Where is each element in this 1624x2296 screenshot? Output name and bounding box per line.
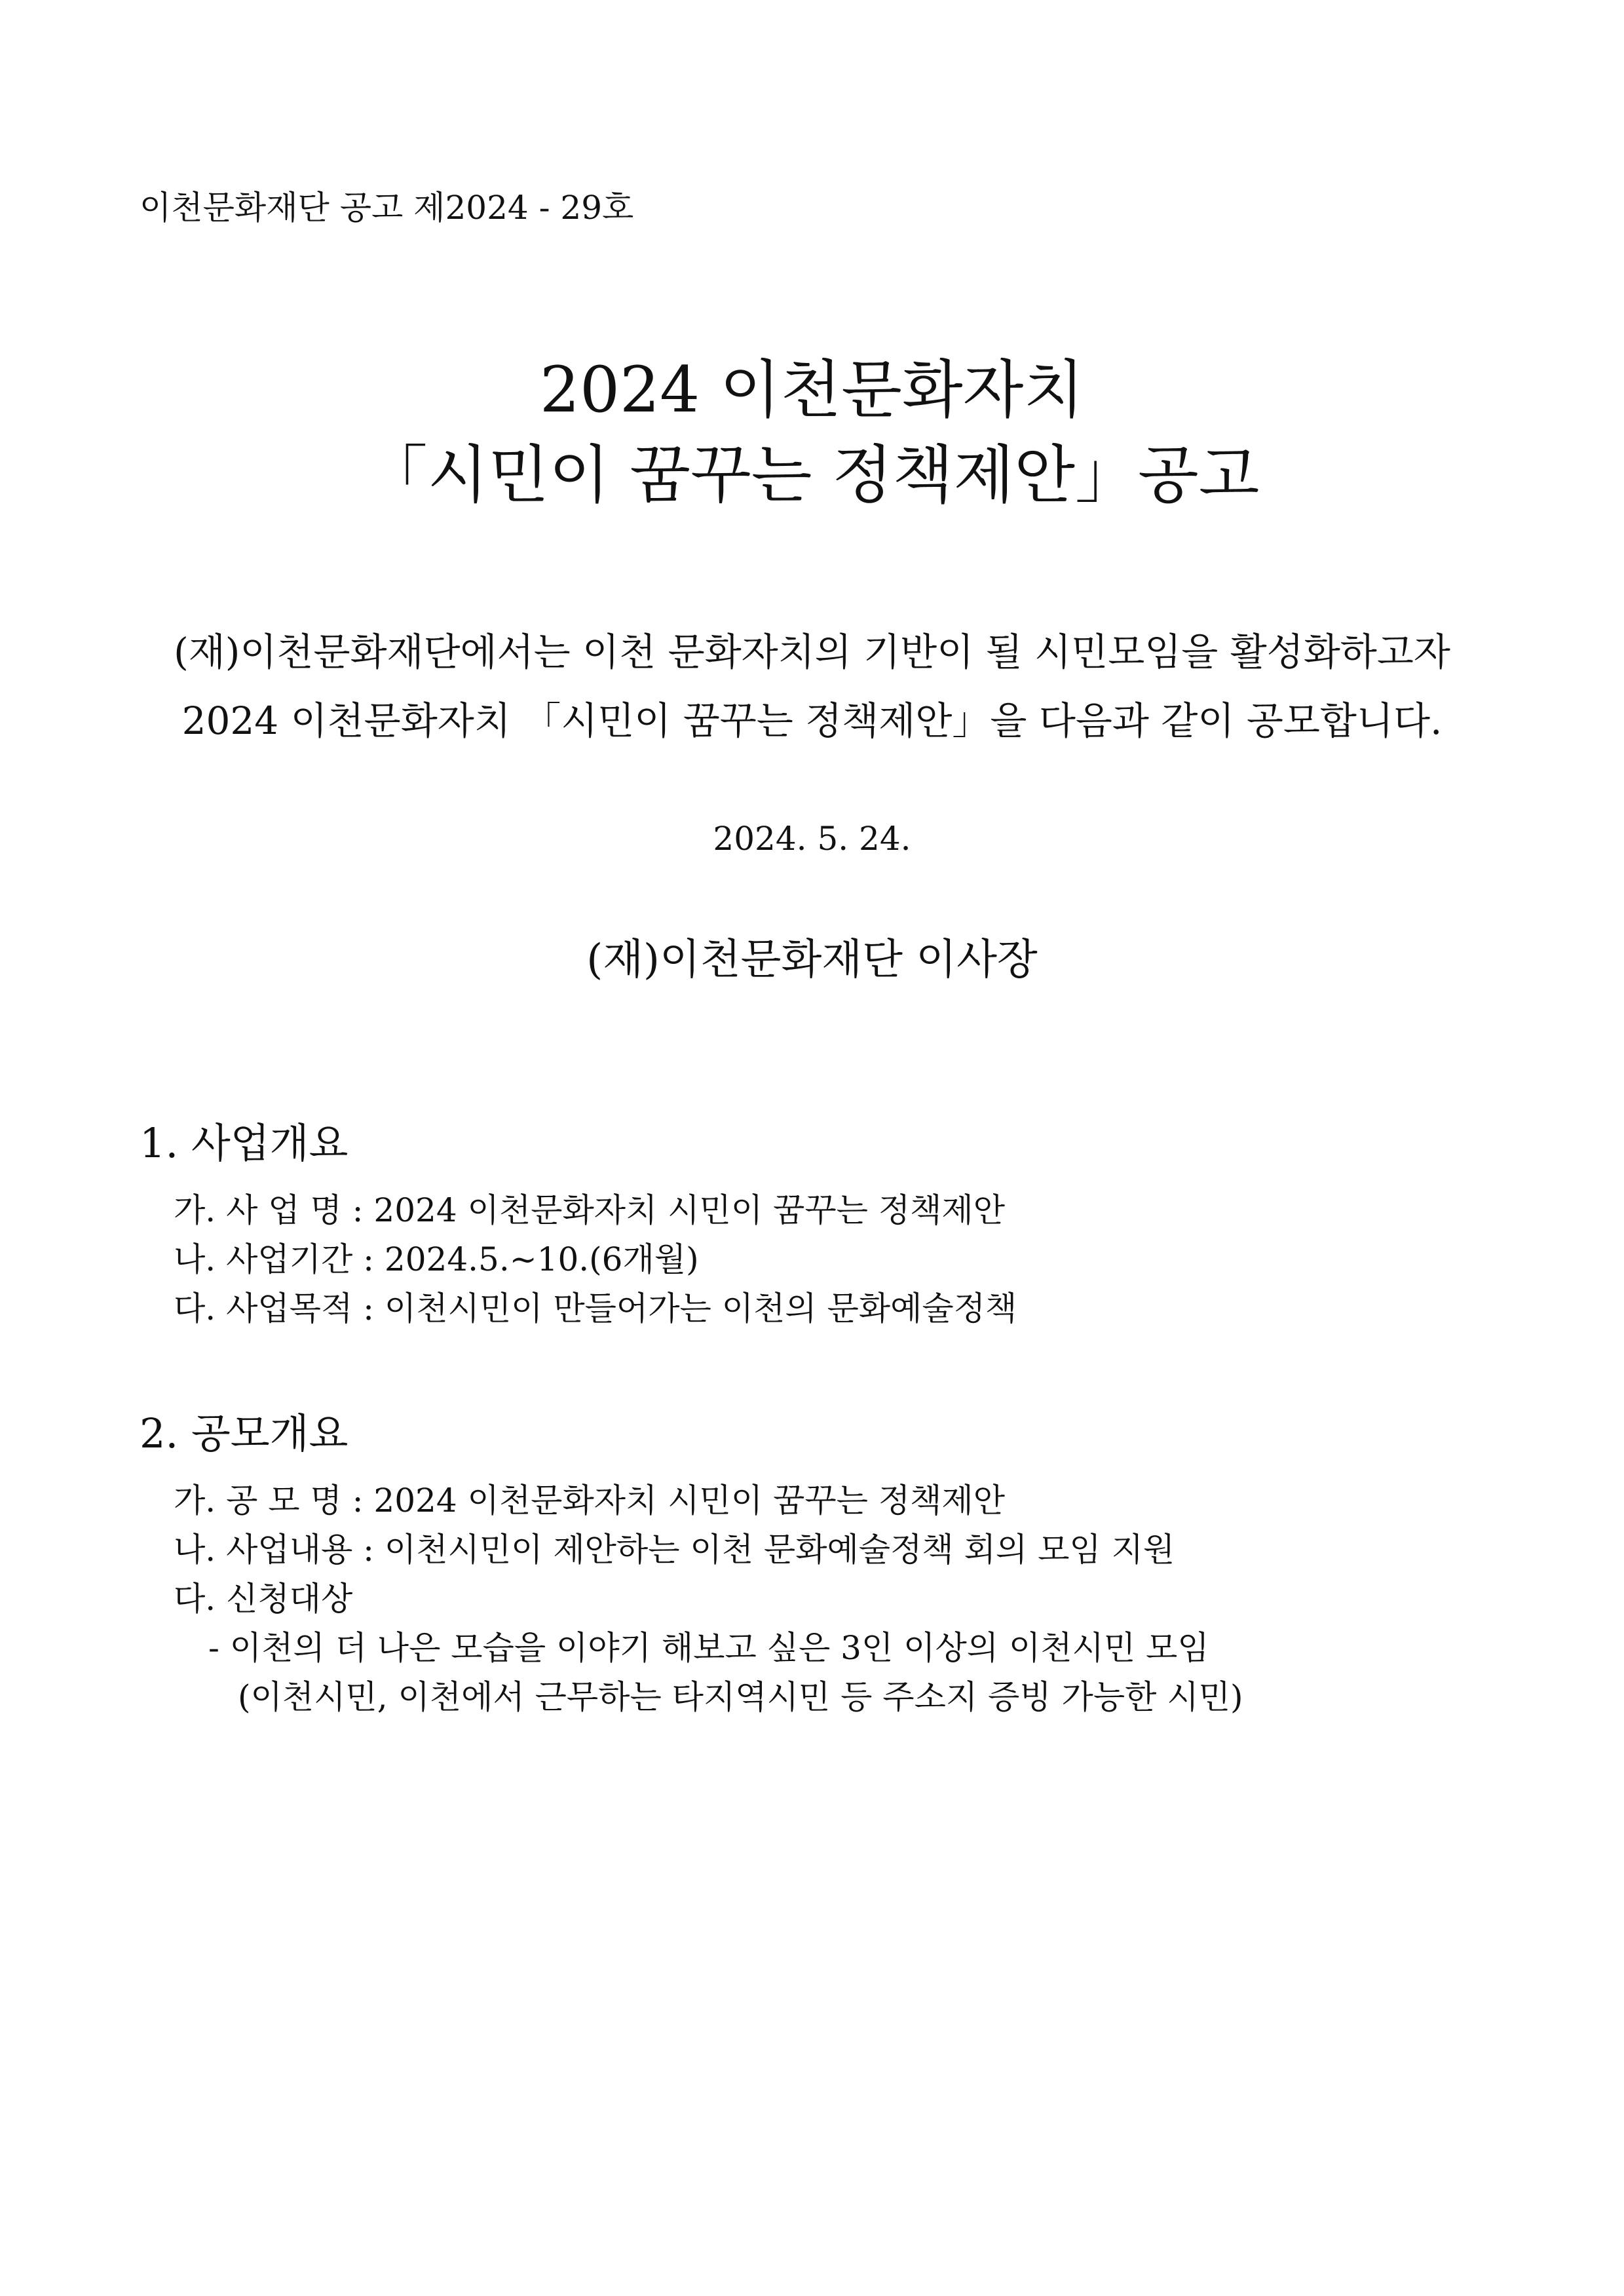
intro-line-1: (재)이천문화재단에서는 이천 문화자치의 기반이 될 시민모임을 활성화하고자 <box>174 630 1450 674</box>
notice-number: 이천문화재단 공고 제2024 - 29호 <box>140 189 634 227</box>
section-heading-contest-overview: 2. 공모개요 <box>140 1409 349 1457</box>
notice-date: 2024. 5. 24. <box>713 820 911 858</box>
section-heading-business-overview: 1. 사업개요 <box>140 1119 349 1167</box>
list-item: 다. 사업목적 : 이천시민이 만들어가는 이천의 문화예술정책 <box>174 1290 1017 1328</box>
list-item: 나. 사업내용 : 이천시민이 제안하는 이천 문화예술정책 회의 모임 지원 <box>174 1531 1175 1569</box>
eligibility-detail: - 이천의 더 나은 모습을 이야기 해보고 싶은 3인 이상의 이천시민 모임 <box>208 1629 1209 1667</box>
signer: (재)이천문화재단 이사장 <box>586 936 1038 984</box>
intro-line-2: 2024 이천문화자치 「시민이 꿈꾸는 정책제안」을 다음과 같이 공모합니다. <box>181 698 1443 743</box>
title-line-2: 「시민이 꿈꾸는 정책제안」공고 <box>364 438 1260 512</box>
list-item: 가. 공 모 명 : 2024 이천문화자치 시민이 꿈꾸는 정책제안 <box>174 1482 1006 1520</box>
list-item: 나. 사업기간 : 2024.5.~10.(6개월) <box>174 1240 699 1278</box>
list-item: 다. 신청대상 <box>174 1580 353 1618</box>
list-item: 가. 사 업 명 : 2024 이천문화자치 시민이 꿈꾸는 정책제안 <box>174 1191 1006 1229</box>
eligibility-note: (이천시민, 이천에서 근무하는 타지역시민 등 주소지 증빙 가능한 시민) <box>238 1678 1243 1716</box>
title-line-1: 2024 이천문화자치 <box>539 353 1085 427</box>
